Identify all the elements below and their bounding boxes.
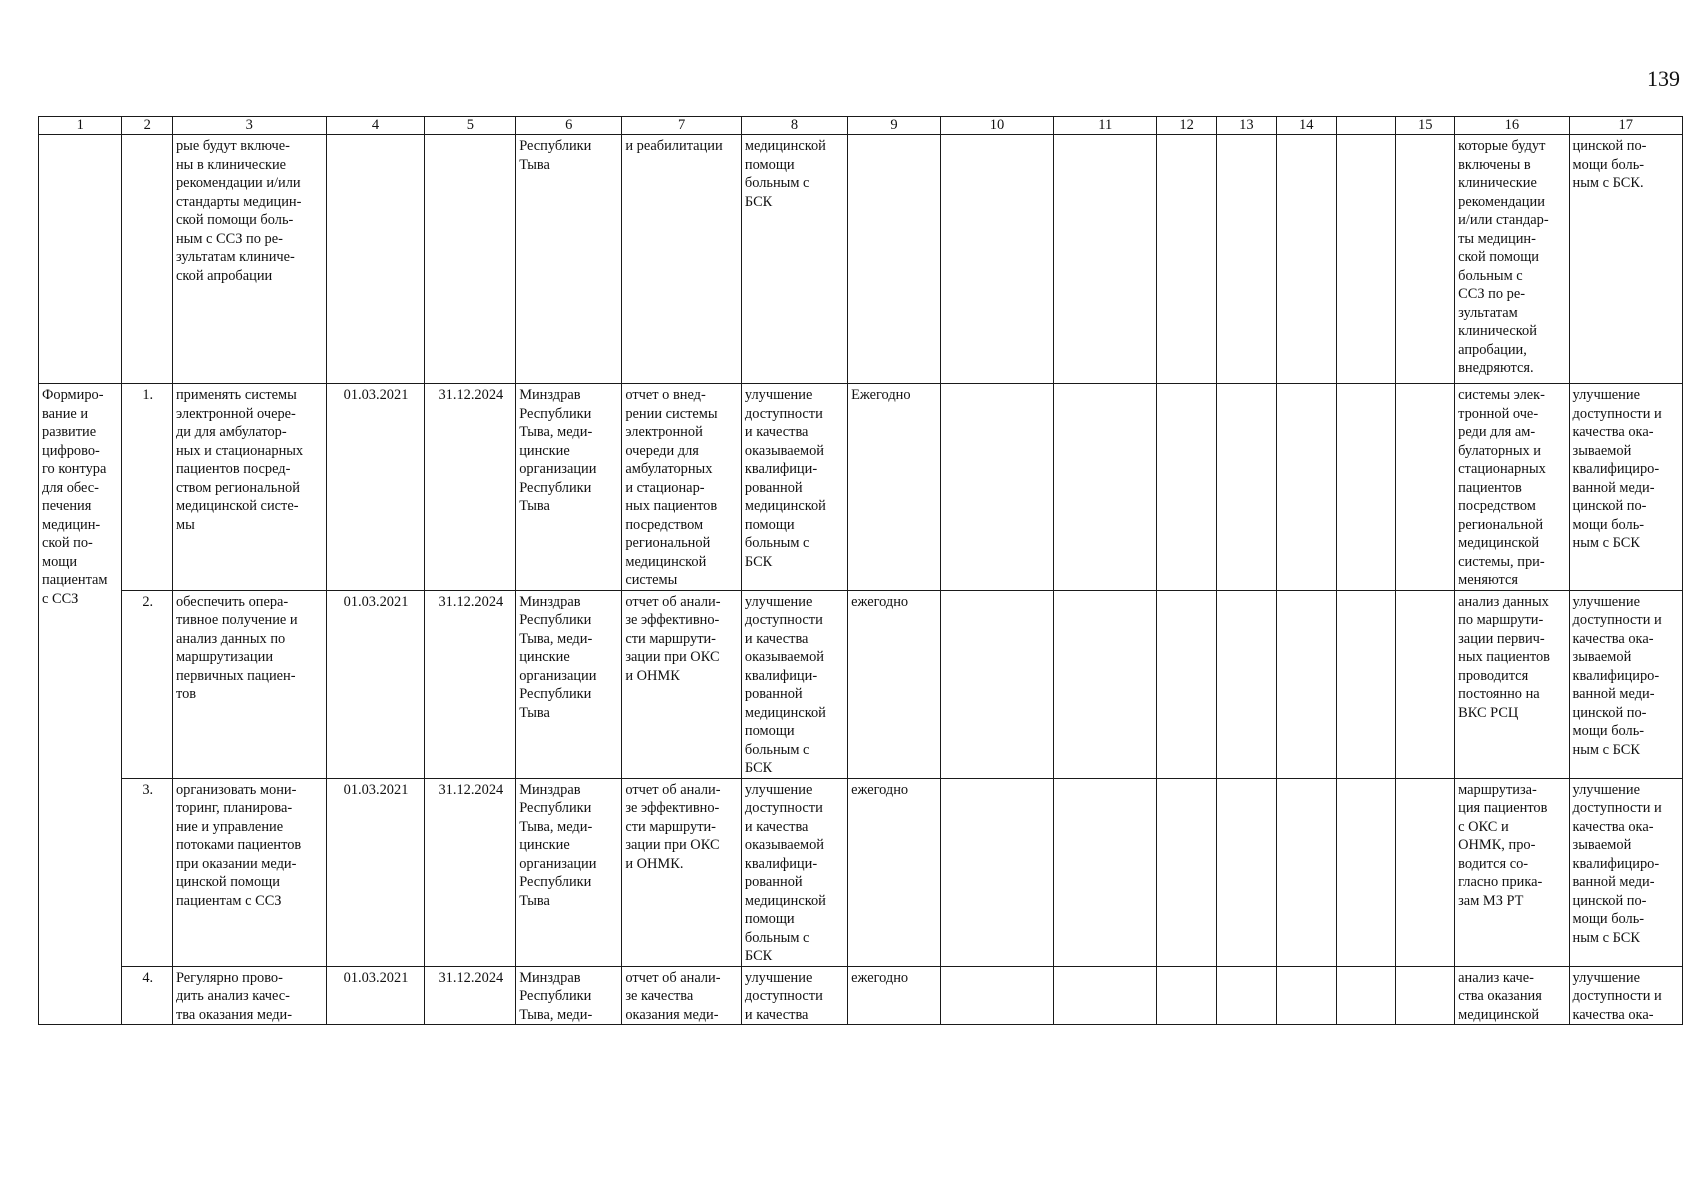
col-header: 2	[122, 117, 173, 135]
report-cell: и реабилитации	[622, 135, 742, 384]
responsible-cell: Республики Тыва	[516, 135, 622, 384]
task-cell: Регулярно прово- дить анализ качес- тва оказания меди-	[172, 966, 326, 1025]
outcome-cell: улучшение доступности и качества ока- зываемой квалифициро- ванной меди- цинской по- мощи боль- ным с БСК	[1569, 590, 1682, 778]
status-cell: которые будут включены в клинические рекомендации и/или стандар- ты медицин- ской помощи больным с ССЗ по ре- зультатам клинической апробации, внедряются.	[1455, 135, 1569, 384]
col-header: 7	[622, 117, 742, 135]
col-header: 16	[1455, 117, 1569, 135]
status-cell: анализ каче- ства оказания медицинской	[1455, 966, 1569, 1025]
status-cell: маршрутиза- ция пациентов с ОКС и ОНМК, про- водится со- гласно прика- зам МЗ РТ	[1455, 778, 1569, 966]
report-cell: отчет об анали- зе качества оказания меди-	[622, 966, 742, 1025]
end-date: 31.12.2024	[425, 384, 516, 591]
col-header: 14	[1276, 117, 1336, 135]
report-cell: отчет о внед- рении системы электронной очереди для амбулаторных и стационар- ных пациентов посредством региональной медицинской системы	[622, 384, 742, 591]
outcome-cell: улучшение доступности и качества ока- зываемой квалифициро- ванной меди- цинской по- мощи боль- ным с БСК	[1569, 384, 1682, 591]
start-date: 01.03.2021	[326, 384, 425, 591]
frequency-cell: ежегодно	[848, 778, 941, 966]
col-header: 12	[1157, 117, 1217, 135]
outcome-cell: цинской по- мощи боль- ным с БСК.	[1569, 135, 1682, 384]
col-header: 11	[1054, 117, 1157, 135]
end-date: 31.12.2024	[425, 778, 516, 966]
col-header: 8	[741, 117, 847, 135]
table-row-continuation	[39, 135, 1683, 384]
frequency-cell: Ежегодно	[848, 384, 941, 591]
outcome-cell: улучшение доступности и качества ока- зываемой квалифициро- ванной меди- цинской по- мощи боль- ным с БСК	[1569, 778, 1682, 966]
page-number: 139	[1647, 66, 1680, 91]
task-cell: рые будут включе- ны в клинические рекомендации и/или стандарты медицин- ской помощи боль- ным с ССЗ по ре- зультатам клиниче- ской апробации	[172, 135, 326, 384]
status-cell: системы элек- тронной оче- реди для ам- булаторных и стационарных пациентов посредством региональной медицинской системы, при- меняются	[1455, 384, 1569, 591]
table-row	[39, 778, 1683, 966]
result-cell: улучшение доступности и качества оказываемой квалифици- рованной медицинской помощи больным с БСК	[741, 590, 847, 778]
responsible-cell: Минздрав Республики Тыва, меди- цинские организации Республики Тыва	[516, 590, 622, 778]
plan-table	[38, 116, 1683, 1025]
table-row	[39, 590, 1683, 778]
col-header: 4	[326, 117, 425, 135]
start-date: 01.03.2021	[326, 590, 425, 778]
responsible-cell: Минздрав Республики Тыва, меди- цинские организации Республики Тыва	[516, 778, 622, 966]
col-header: 5	[425, 117, 516, 135]
start-date: 01.03.2021	[326, 778, 425, 966]
col-header	[1336, 117, 1396, 135]
frequency-cell: ежегодно	[848, 966, 941, 1025]
start-date: 01.03.2021	[326, 966, 425, 1025]
row-number: 2.	[122, 590, 173, 778]
report-cell: отчет об анали- зе эффективно- сти маршрути- зации при ОКС и ОНМК	[622, 590, 742, 778]
row-number: 4.	[122, 966, 173, 1025]
col-header: 15	[1396, 117, 1455, 135]
status-cell: анализ данных по маршрути- зации первич- ных пациентов проводится постоянно на ВКС РСЦ	[1455, 590, 1569, 778]
group-label-cell: Формиро- вание и развитие цифрово- го контура для обес- печения медицин- ской по- мощи пациентам с ССЗ	[39, 384, 122, 1025]
responsible-cell: Минздрав Республики Тыва, меди-	[516, 966, 622, 1025]
col-header: 6	[516, 117, 622, 135]
result-cell: улучшение доступности и качества оказываемой квалифици- рованной медицинской помощи больным с БСК	[741, 778, 847, 966]
frequency-cell: ежегодно	[848, 590, 941, 778]
col-header: 9	[848, 117, 941, 135]
result-cell: улучшение доступности и качества оказываемой квалифици- рованной медицинской помощи больным с БСК	[741, 384, 847, 591]
end-date: 31.12.2024	[425, 590, 516, 778]
task-cell: обеспечить опера- тивное получение и анализ данных по маршрутизации первичных пациен- тов	[172, 590, 326, 778]
col-header: 3	[172, 117, 326, 135]
col-header: 1	[39, 117, 122, 135]
table-row	[39, 384, 1683, 591]
row-number: 3.	[122, 778, 173, 966]
table-row	[39, 966, 1683, 1025]
result-cell: медицинской помощи больным с БСК	[741, 135, 847, 384]
result-cell: улучшение доступности и качества	[741, 966, 847, 1025]
col-header: 10	[940, 117, 1053, 135]
header-row	[39, 117, 1683, 135]
col-header: 13	[1217, 117, 1277, 135]
report-cell: отчет об анали- зе эффективно- сти маршрути- зации при ОКС и ОНМК.	[622, 778, 742, 966]
responsible-cell: Минздрав Республики Тыва, меди- цинские организации Республики Тыва	[516, 384, 622, 591]
row-number: 1.	[122, 384, 173, 591]
col-header: 17	[1569, 117, 1682, 135]
end-date: 31.12.2024	[425, 966, 516, 1025]
task-cell: применять системы электронной очере- ди для амбулатор- ных и стационарных пациентов посред- ством региональной медицинской систе- мы	[172, 384, 326, 591]
task-cell: организовать мони- торинг, планирова- ние и управление потоками пациентов при оказании меди- цинской помощи пациентам с ССЗ	[172, 778, 326, 966]
outcome-cell: улучшение доступности и качества ока-	[1569, 966, 1682, 1025]
